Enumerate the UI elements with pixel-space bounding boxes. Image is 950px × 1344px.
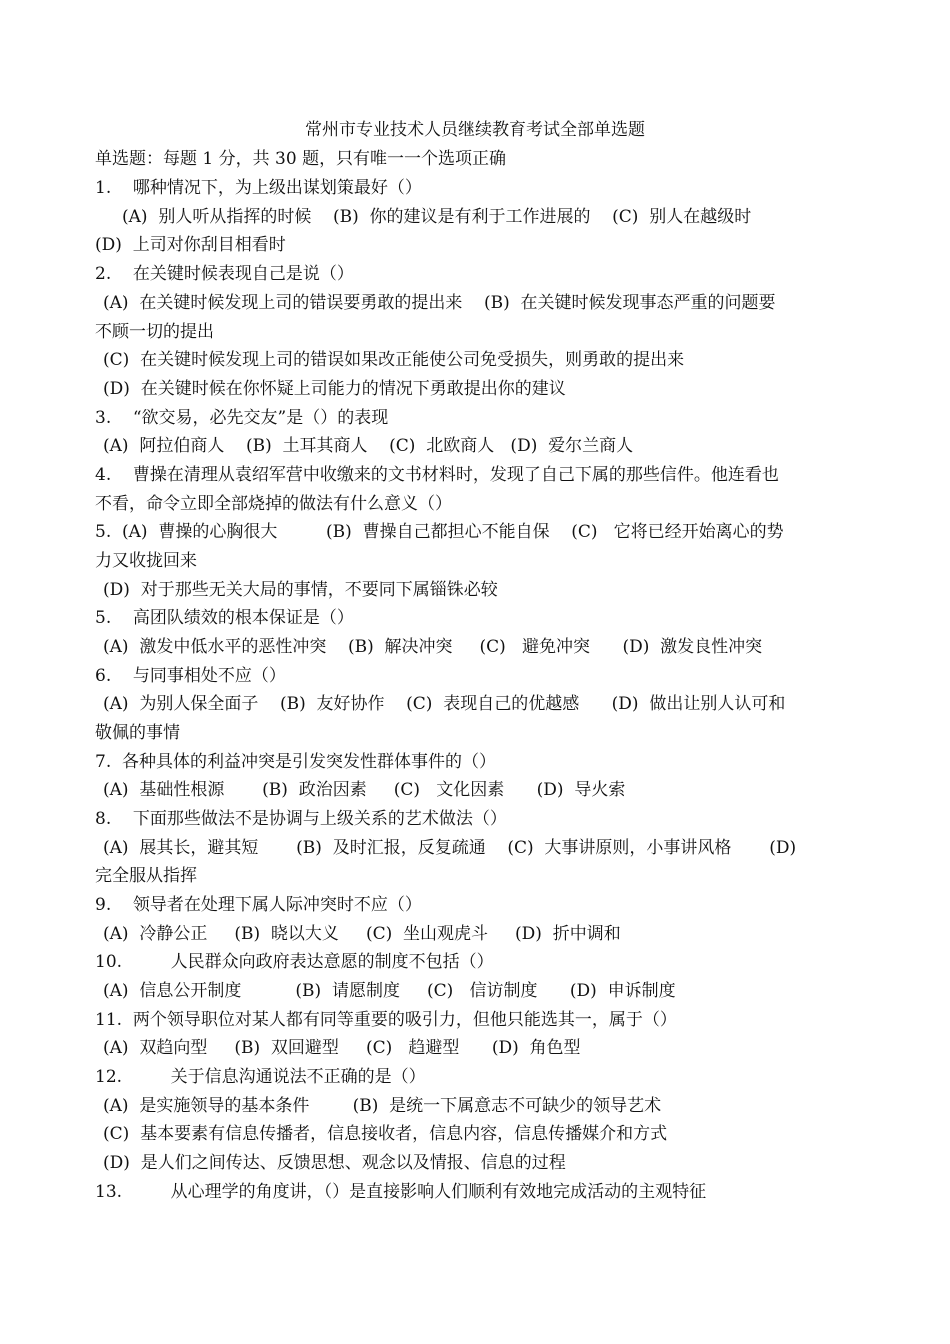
options-line: 力又收拢回来 <box>95 551 197 571</box>
question-line: 3. “欲交易，必先交友”是（）的表现 <box>95 408 389 428</box>
question-line: 13. 从心理学的角度讲，（）是直接影响人们顺利有效地完成活动的主观特征 <box>95 1182 707 1202</box>
options-line: (A) 展其长，避其短 (B) 及时汇报，反复疏通 (C) 大事讲原则，小事讲风格 (D) <box>103 838 797 858</box>
options-line: (A) 基础性根源 (B) 政治因素 (C) 文化因素 (D) 导火索 <box>103 780 626 800</box>
question-line: 5. 高团队绩效的根本保证是（） <box>95 608 354 628</box>
options-line: (A) 阿拉伯商人 (B) 土耳其商人 (C) 北欧商人 (D) 爱尔兰商人 <box>103 436 634 456</box>
document-title: 常州市专业技术人员继续教育考试全部单选题 <box>305 120 645 140</box>
options-line: (A) 冷静公正 (B) 晓以大义 (C) 坐山观虎斗 (D) 折中调和 <box>103 924 621 944</box>
options-line: (D) 在关键时候在你怀疑上司能力的情况下勇敢提出你的建议 <box>103 379 566 399</box>
question-line: 2. 在关键时候表现自己是说（） <box>95 264 354 284</box>
options-line: (D) 是人们之间传达、反馈思想、观念以及情报、信息的过程 <box>103 1153 566 1173</box>
question-line: 1. 哪种情况下，为上级出谋划策最好（） <box>95 178 422 198</box>
intro-line: 单选题：每题 1 分，共 30 题，只有唯一一个选项正确 <box>95 149 507 169</box>
question-line: 9. 领导者在处理下属人际冲突时不应（） <box>95 895 422 915</box>
options-line: 敬佩的事情 <box>95 723 180 743</box>
question-line: 12. 关于信息沟通说法不正确的是（） <box>95 1067 426 1087</box>
question-line: 6. 与同事相处不应（） <box>95 666 286 686</box>
options-line: (D) 上司对你刮目相看时 <box>95 235 286 255</box>
question-line: 8. 下面那些做法不是协调与上级关系的艺术做法（） <box>95 809 507 829</box>
options-line: (A) 激发中低水平的恶性冲突 (B) 解决冲突 (C) 避免冲突 (D) 激发良性冲突 <box>103 637 763 657</box>
options-line: 5. (A) 曹操的心胸很大 (B) 曹操自己都担心不能自保 (C) 它将已经开始离心的势 <box>95 522 784 542</box>
question-line: 7. 各种具体的利益冲突是引发突发性群体事件的（） <box>95 752 497 772</box>
options-line: (D) 对于那些无关大局的事情，不要同下属锱铢必较 <box>103 580 498 600</box>
options-line: 完全服从指挥 <box>95 866 197 886</box>
options-line: (C) 在关键时候发现上司的错误如果改正能使公司免受损失，则勇敢的提出来 <box>103 350 685 370</box>
question-line: 4. 曹操在清理从袁绍军营中收缴来的文书材料时，发现了自己下属的那些信件。他连看也 <box>95 465 779 485</box>
question-line: 不看，命令立即全部烧掉的做法有什么意义（） <box>95 494 452 514</box>
options-line: (A) 为别人保全面子 (B) 友好协作 (C) 表现自己的优越感 (D) 做出让别人认可和 <box>103 694 786 714</box>
options-line: (A) 双趋向型 (B) 双回避型 (C) 趋避型 (D) 角色型 <box>103 1038 581 1058</box>
options-line: (A) 在关键时候发现上司的错误要勇敢的提出来 (B) 在关键时候发现事态严重的问题要 <box>103 293 776 313</box>
options-line: (A) 信息公开制度 (B) 请愿制度 (C) 信访制度 (D) 申诉制度 <box>103 981 676 1001</box>
options-line: (A) 别人听从指挥的时候 (B) 你的建议是有利于工作进展的 (C) 别人在越级时 <box>122 207 752 227</box>
question-line: 10. 人民群众向政府表达意愿的制度不包括（） <box>95 952 494 972</box>
options-line: (C) 基本要素有信息传播者，信息接收者，信息内容，信息传播媒介和方式 <box>103 1124 668 1144</box>
options-line: 不顾一切的提出 <box>95 322 214 342</box>
question-line: 11. 两个领导职位对某人都有同等重要的吸引力，但他只能选其一，属于（） <box>95 1010 677 1030</box>
options-line: (A) 是实施领导的基本条件 (B) 是统一下属意志不可缺少的领导艺术 <box>103 1096 662 1116</box>
